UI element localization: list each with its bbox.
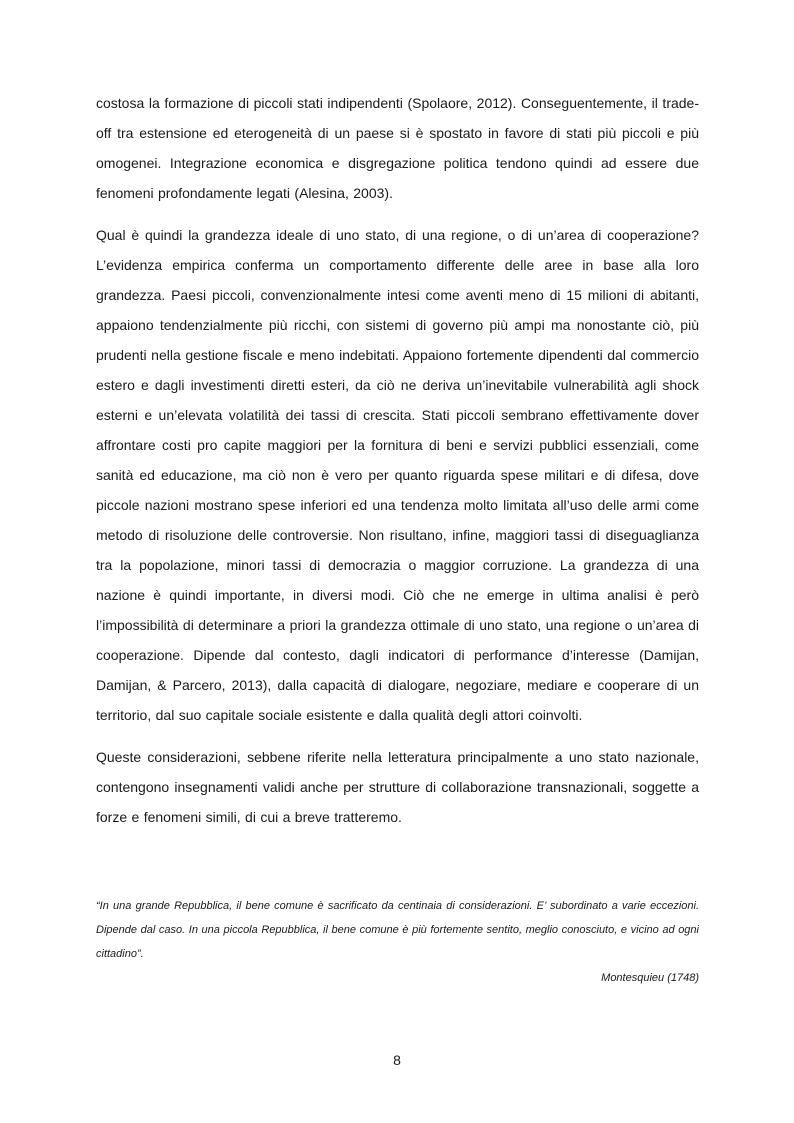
document-body [96,88,699,832]
epigraph-quote [96,894,699,990]
paragraph-3: Queste considerazioni, sebbene riferite nella letteratura principalmente a uno stato nazionale, contengono insegnamenti validi anche per strutture di collaborazione transnazionali, soggette a forze e fenomeni simili, di cui a breve tratteremo. [96,749,699,825]
paragraph-1: costosa la formazione di piccoli stati indipendenti (Spolaore, 2012). Conseguentemente, il trade-off tra estensione ed eterogeneità di un paese si è spostato in favore di stati più piccoli e più omogenei. Integrazione economica e disgregazione politica tendono quindi ad essere due fenomeni profondamente legati (Alesina, 2003). [96,95,699,201]
quote-author: Montesquieu (1748) [601,972,699,984]
page-number: 8 [393,1052,401,1068]
paragraph-2: Qual è quindi la grandezza ideale di uno stato, di una regione, o di un’area di cooperazione? L’evidenza empirica conferma un comportamento differente delle aree in base alla loro grandezza. Paesi piccoli, convenzionalmente intesi come aventi meno di 15 milioni di abitanti, appaiono tendenzialmente più ricchi, con sistemi di governo più ampi ma nonostante ciò, più prudenti nella gestione fiscale e meno indebitati. Appaiono fortemente dipendenti dal commercio estero e dagli investimenti diretti esteri, da ciò ne deriva un’inevitabile vulnerabilità agli shock esterni e un’elevata volatilità dei tassi di crescita. Stati piccoli sembrano effettivamente dover affrontare costi pro capite maggiori per la fornitura di beni e servizi pubblici essenziali, come sanità ed educazione, ma ciò non è vero per quanto riguarda spese militari e di difesa, dove piccole nazioni mostrano spese inferiori ed una tendenza molto limitata all’uso delle armi come metodo di risoluzione delle controversie. Non risultano, infine, maggiori tassi di diseguaglianza tra la popolazione, minori tassi di democrazia o maggior corruzione. La grandezza di una nazione è quindi importante, in diversi modi. Ciò che ne emerge in ultima analisi è però l’impossibilità di determinare a priori la grandezza ottimale di uno stato, una regione o un’area di cooperazione. Dipende dal contesto, dagli indicatori di performance d’interesse (Damijan, Damijan, & Parcero, 2013), dalla capacità di dialogare, negoziare, mediare e cooperare di un territorio, dal suo capitale sociale esistente e dalla qualità degli attori coinvolti. [96,227,699,723]
quote-text: “In una grande Repubblica, il bene comune è sacrificato da centinaia di considerazioni. E’ subordinato a varie eccezioni. Dipende dal caso. In una piccola Repubblica, il bene comune è più fortemente sentito, meglio conosciuto, e vicino ad ogni cittadino”. [96,900,699,960]
